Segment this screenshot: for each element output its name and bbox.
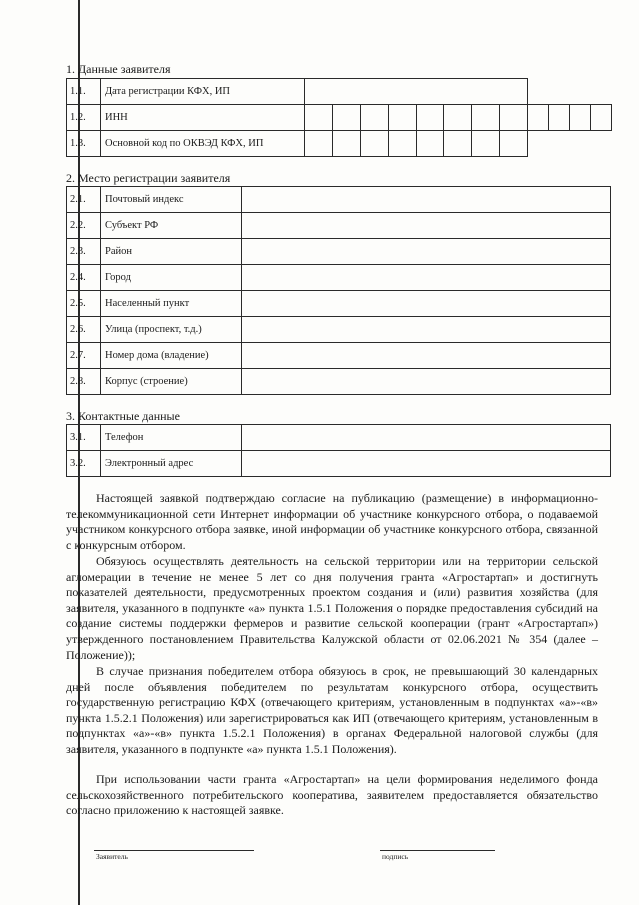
inn-cell[interactable] (472, 105, 500, 131)
row-label: Город (101, 265, 242, 291)
registration-place-table (66, 186, 611, 395)
okved-cell[interactable] (500, 131, 528, 157)
table-row (67, 343, 611, 369)
okved-cell[interactable] (472, 131, 500, 157)
paragraph: В случае признания победителем отбора обязуюсь в срок, не превышающий 30 календарных дней после объявления победителем по результатам конкурсного отбора, осуществить государственную регистрацию КФХ (отвечающего критериям, установленным в подпунктах «а»-«в» пункта 1.5.2.1 Положения) или зарегистрироваться как ИП (отвечающего критериям, установленным в подпунктах «а»-«в» пункта 1.5.2.1 Положения) в органах Федеральной налоговой службы (для заявителя, указанного в подпункте «а» пункта 1.5.1 Положения). (66, 664, 598, 756)
inn-cell[interactable] (500, 105, 528, 131)
row-number: 1.2. (67, 105, 101, 131)
table-row (67, 105, 612, 131)
section3-title: 3. Контактные данные (66, 409, 180, 423)
table-row (67, 425, 611, 451)
table-row (67, 265, 611, 291)
row-label: Номер дома (владение) (101, 343, 242, 369)
postal-code-field[interactable] (242, 187, 611, 213)
row-number: 2.3. (67, 239, 101, 265)
settlement-field[interactable] (242, 291, 611, 317)
section1-title: 1. Данные заявителя (66, 62, 171, 76)
phone-field[interactable] (242, 425, 611, 451)
okved-cell[interactable] (332, 131, 360, 157)
table-row (67, 79, 612, 105)
obligation-paragraph (66, 554, 598, 663)
email-field[interactable] (242, 451, 611, 477)
row-number: 2.2. (67, 213, 101, 239)
contact-data-table (66, 424, 611, 477)
house-number-field[interactable] (242, 343, 611, 369)
row-number: 2.6. (67, 317, 101, 343)
inn-cell[interactable] (528, 105, 549, 131)
table-row (67, 187, 611, 213)
okved-cell[interactable] (444, 131, 472, 157)
applicant-data-table (66, 78, 612, 157)
row-label: Почтовый индекс (101, 187, 242, 213)
applicant-signature-line[interactable] (94, 850, 254, 851)
paragraph: Обязуюсь осуществлять деятельность на сельской территории или на территории сельской агломерации в течение не менее 5 лет со дня получения гранта «Агростартап» и достигнуть показателей деятельности, предусмотренных проектом создания и (или) развития хозяйства (для заявителя, указанного в подпункте «а» пункта 1.5.1 Положения о порядке предоставления субсидий на создание системы поддержки фермеров и развитие сельской кооперации (грант «Агростартап») утвержденного постановлением Правительства Калужской области от 02.06.2021 № 354 (далее – Положение)); (66, 554, 598, 662)
table-row (67, 369, 611, 395)
signature-line[interactable] (380, 850, 495, 851)
consent-paragraph (66, 491, 598, 553)
inn-cell[interactable] (570, 105, 591, 131)
table-row (67, 317, 611, 343)
paragraph: При использовании части гранта «Агростартап» на цели формирования неделимого фонда сельскохозяйственного потребительского кооператива, заявителем предоставляется обязательство согласно приложению к настоящей заявке. (66, 772, 598, 818)
okved-cell[interactable] (360, 131, 388, 157)
row-number: 2.7. (67, 343, 101, 369)
inn-cell[interactable] (444, 105, 472, 131)
building-field[interactable] (242, 369, 611, 395)
row-label: Населенный пункт (101, 291, 242, 317)
table-row (67, 213, 611, 239)
applicant-label: Заявитель (96, 852, 128, 861)
inn-cell[interactable] (549, 105, 570, 131)
street-field[interactable] (242, 317, 611, 343)
okved-cell[interactable] (305, 131, 333, 157)
row-label: Субъект РФ (101, 213, 242, 239)
registration-date-field[interactable] (305, 79, 528, 105)
table-row (67, 291, 611, 317)
row-number: 3.2. (67, 451, 101, 477)
region-field[interactable] (242, 213, 611, 239)
table-row (67, 131, 612, 157)
row-label: Район (101, 239, 242, 265)
inn-cell[interactable] (360, 105, 388, 131)
okved-cell[interactable] (388, 131, 416, 157)
row-label: Телефон (101, 425, 242, 451)
row-number: 2.4. (67, 265, 101, 291)
row-number: 3.1. (67, 425, 101, 451)
inn-cell[interactable] (388, 105, 416, 131)
row-number: 2.5. (67, 291, 101, 317)
inn-cell[interactable] (332, 105, 360, 131)
row-number: 2.1. (67, 187, 101, 213)
inn-cell[interactable] (416, 105, 444, 131)
row-label: Электронный адрес (101, 451, 242, 477)
row-number: 1.3. (67, 131, 101, 157)
okved-cell[interactable] (416, 131, 444, 157)
table-row (67, 239, 611, 265)
city-field[interactable] (242, 265, 611, 291)
row-number: 1.1. (67, 79, 101, 105)
row-label: ИНН (101, 105, 305, 131)
row-label: Улица (проспект, т.д.) (101, 317, 242, 343)
district-field[interactable] (242, 239, 611, 265)
grant-usage-paragraph (66, 772, 598, 819)
signature-label: подпись (382, 852, 409, 861)
row-number: 2.8. (67, 369, 101, 395)
row-label: Корпус (строение) (101, 369, 242, 395)
paragraph: Настоящей заявкой подтверждаю согласие на публикацию (размещение) в информационно-телекоммуникационной сети Интернет информации об участнике конкурсного отбора, о подаваемой участником конкурсного отбора заявке, иной информации об участнике конкурсного отбора, связанной с конкурсным отбором. (66, 491, 598, 552)
registration-paragraph (66, 664, 598, 758)
table-row (67, 451, 611, 477)
row-label: Дата регистрации КФХ, ИП (101, 79, 305, 105)
row-label: Основной код по ОКВЭД КФХ, ИП (101, 131, 305, 157)
section2-title: 2. Место регистрации заявителя (66, 171, 231, 185)
inn-cell[interactable] (591, 105, 612, 131)
inn-cell[interactable] (305, 105, 333, 131)
